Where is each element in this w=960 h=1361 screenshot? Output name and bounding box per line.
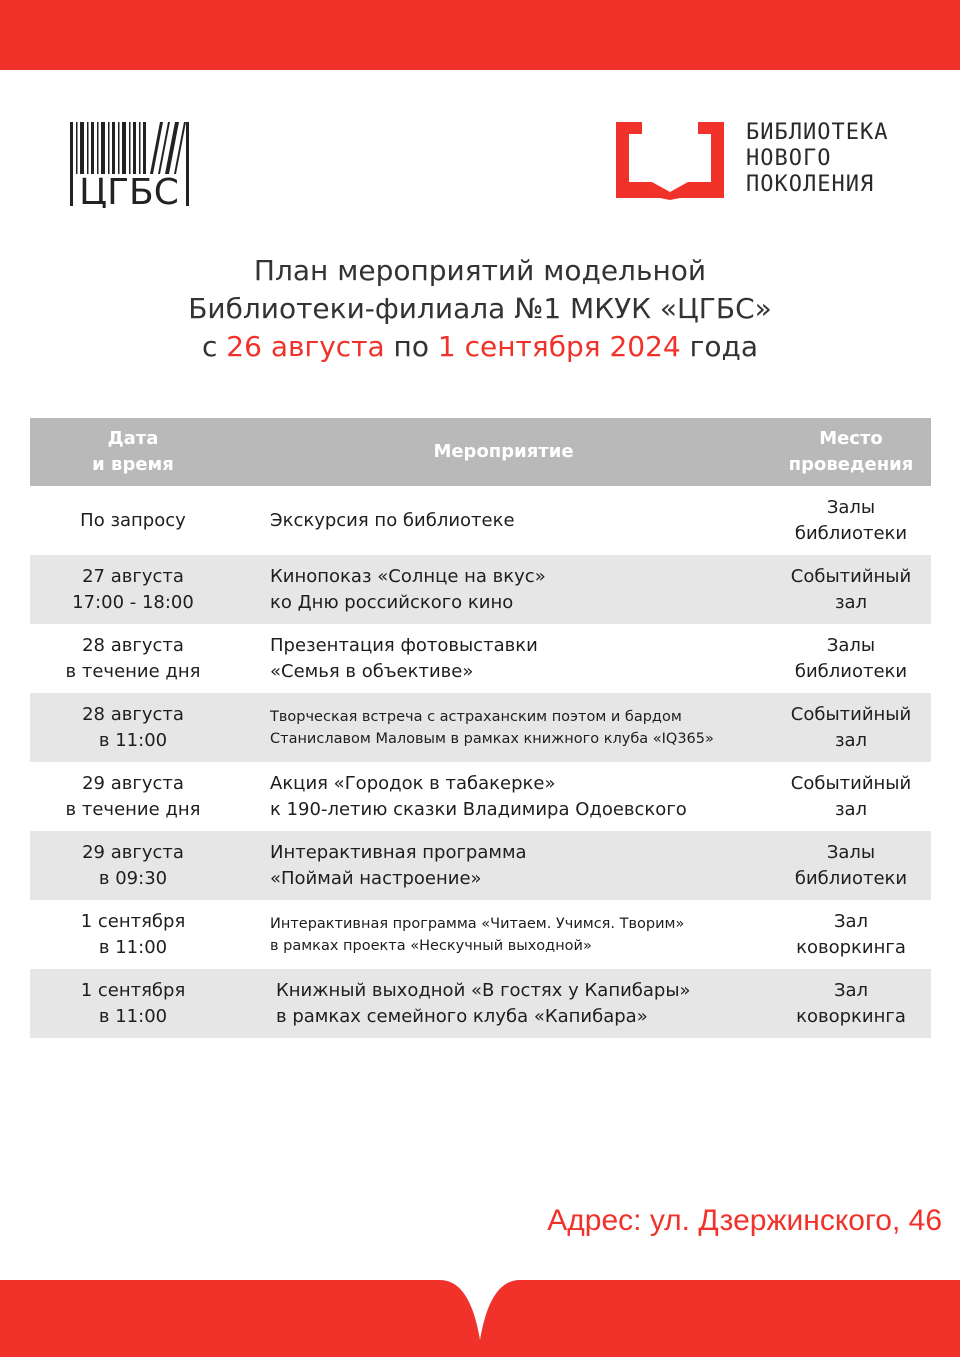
row-date: По запросу (80, 509, 186, 531)
row-event: Кинопоказ «Солнце на вкус» ко Дню российского кино (270, 565, 546, 613)
date-from: 26 августа (226, 330, 385, 363)
row-event: Интерактивная программа «Читаем. Учимся. Творим» в рамках проекта «Нескучный выходной» (270, 915, 685, 954)
cgbs-logo (68, 120, 198, 208)
row-date: 1 сентября в 11:00 (80, 979, 186, 1027)
title-line-3: с 26 августа по 1 сентября 2024 года (202, 330, 758, 363)
row-place: Событийный зал (790, 703, 912, 751)
title-line-1: План мероприятий модельной (253, 254, 707, 287)
table-header (30, 418, 931, 486)
table-row (30, 624, 931, 693)
row-place: Зал коворкинга (796, 979, 906, 1027)
logo-left-text: ЦГБС (79, 172, 179, 208)
table-row (30, 900, 931, 969)
logo-line-2: НОВОГО (746, 146, 832, 171)
date-to: 1 сентября 2024 (437, 330, 681, 363)
barcode-icon (68, 120, 198, 208)
table-row (30, 486, 931, 555)
logo-line-1: БИБЛИОТЕКА (746, 120, 889, 145)
address-text: Адрес: ул. Дзержинского, 46 (547, 1204, 942, 1237)
header-date: Дата и время (92, 428, 174, 475)
row-date: 1 сентября в 11:00 (80, 910, 186, 958)
row-event: Презентация фотовыставки «Семья в объективе» (270, 634, 538, 682)
table-row (30, 969, 931, 1038)
table-row (30, 693, 931, 762)
row-date: 29 августа в течение дня (65, 772, 201, 820)
row-event: Акция «Городок в табакерке» к 190-летию сказки Владимира Одоевского (270, 772, 687, 820)
row-place: Событийный зал (790, 565, 912, 613)
library-logo-text (746, 120, 916, 198)
row-date: 28 августа в течение дня (65, 634, 201, 682)
header-event: Мероприятие (433, 441, 574, 462)
row-place: Событийный зал (790, 772, 912, 820)
table-row (30, 555, 931, 624)
table-row (30, 762, 931, 831)
book-icon (616, 120, 724, 200)
bottom-red-band (0, 1280, 960, 1357)
row-date: 27 августа 17:00 - 18:00 (72, 565, 194, 613)
row-event: Экскурсия по библиотеке (270, 509, 515, 531)
row-place: Залы библиотеки (794, 634, 908, 682)
row-event: Книжный выходной «В гостях у Капибары» в рамках семейного клуба «Капибара» (276, 979, 691, 1027)
row-place: Зал коворкинга (796, 910, 906, 958)
header-place: Место проведения (788, 428, 914, 475)
schedule-table (30, 418, 931, 1038)
row-event: Творческая встреча с астраханским поэтом и бардом Станиславом Маловым в рамках книжного клуба «IQ365» (270, 708, 714, 747)
logo-line-3: ПОКОЛЕНИЯ (746, 172, 875, 197)
row-event: Интерактивная программа «Поймай настроение» (270, 841, 527, 889)
table-row (30, 831, 931, 900)
row-place: Залы библиотеки (794, 841, 908, 889)
row-date: 29 августа в 09:30 (82, 841, 184, 889)
row-date: 28 августа в 11:00 (82, 703, 184, 751)
title-line-2: Библиотеки-филиала №1 МКУК «ЦГБС» (188, 292, 772, 325)
page-title (0, 252, 960, 366)
top-red-band (0, 0, 960, 70)
row-place: Залы библиотеки (794, 496, 908, 544)
